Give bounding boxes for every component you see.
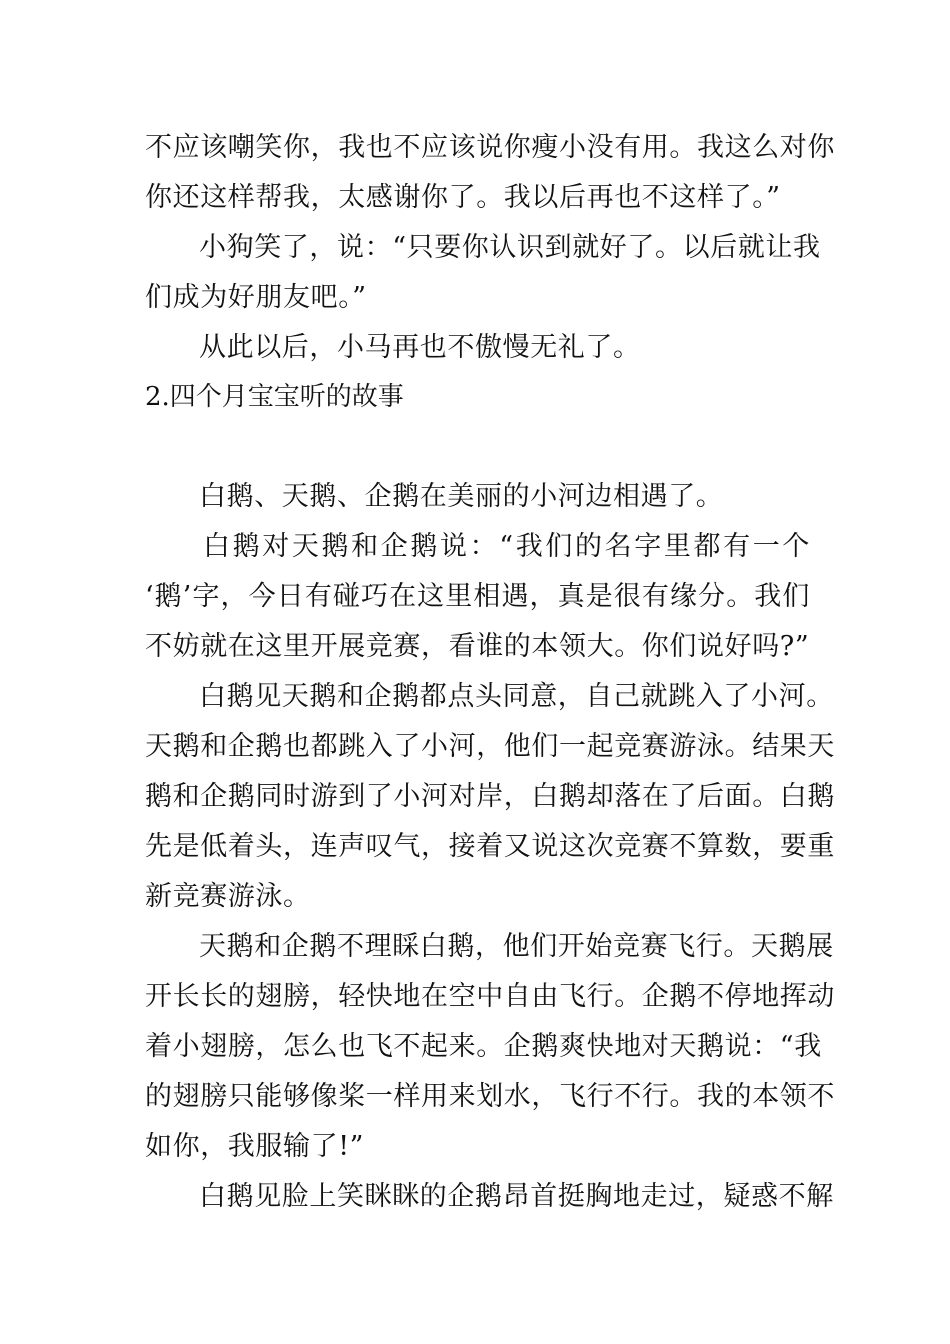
paragraph-line: 天鹅和企鹅也都跳入了小河，他们一起竞赛游泳。结果天 — [145, 731, 835, 762]
paragraph-line: 你还这样帮我，太感谢你了。我以后再也不这样了。” — [145, 182, 781, 213]
paragraph-line: 着小翅膀，怎么也飞不起来。企鹅爽快地对天鹅说：“我 — [145, 1031, 822, 1062]
paragraph-line: 天鹅和企鹅不理睬白鹅，他们开始竞赛飞行。天鹅展 — [199, 931, 834, 962]
paragraph-line: 不妨就在这里开展竞赛，看谁的本领大。你们说好吗?” — [145, 631, 810, 662]
paragraph-line: 如你，我服输了!” — [145, 1131, 365, 1162]
paragraph-line: 们成为好朋友吧。” — [145, 282, 367, 313]
paragraph-line: 的翅膀只能够像桨一样用来划水，飞行不行。我的本领不 — [145, 1081, 835, 1112]
paragraph-line: 白鹅见脸上笑眯眯的企鹅昂首挺胸地走过，疑惑不解 — [199, 1181, 834, 1212]
section-title: 2.四个月宝宝听的故事 — [145, 382, 404, 412]
paragraph-line: 鹅和企鹅同时游到了小河对岸，白鹅却落在了后面。白鹅 — [145, 781, 835, 812]
paragraph-line: 不应该嘲笑你，我也不应该说你瘦小没有用。我这么对你 — [145, 132, 835, 163]
paragraph-line: 新竞赛游泳。 — [145, 881, 311, 912]
paragraph-line: 小狗笑了，说：“只要你认识到就好了。以后就让我 — [199, 232, 821, 263]
paragraph-line: 白鹅、天鹅、企鹅在美丽的小河边相遇了。 — [199, 481, 724, 512]
paragraph-line: 白鹅对天鹅和企鹅说：“我们的名字里都有一个 — [203, 531, 810, 562]
paragraph-line: 开长长的翅膀，轻快地在空中自由飞行。企鹅不停地挥动 — [145, 981, 835, 1012]
paragraph-line: 白鹅见天鹅和企鹅都点头同意，自己就跳入了小河。 — [199, 681, 834, 712]
paragraph-line: ‘鹅’字，今日有碰巧在这里相遇，真是很有缘分。我们 — [145, 581, 810, 612]
paragraph-line: 先是低着头，连声叹气，接着又说这次竞赛不算数，要重 — [145, 831, 835, 862]
paragraph-line: 从此以后，小马再也不傲慢无礼了。 — [199, 332, 641, 363]
